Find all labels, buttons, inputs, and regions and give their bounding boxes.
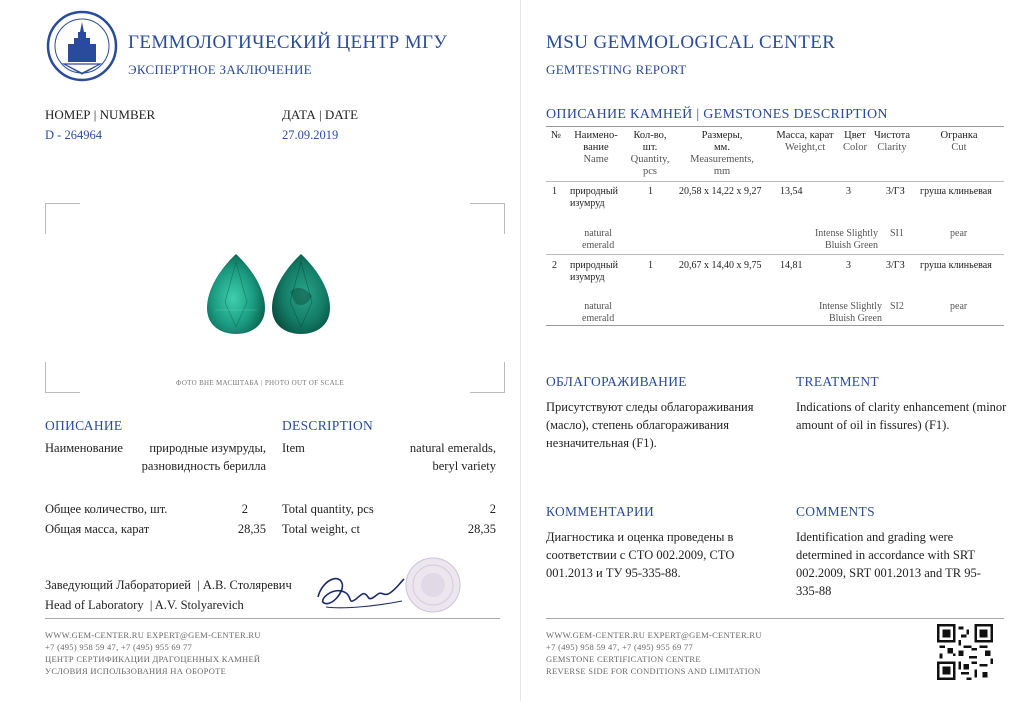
center-name-ru: ГЕММОЛОГИЧЕСКИЙ ЦЕНТР МГУ: [128, 32, 448, 53]
row-clarity-en: SI1: [890, 228, 904, 239]
row-no: 1: [552, 186, 557, 197]
weight-en-value: 28,35: [467, 522, 496, 536]
col-header-name: Наимено- вание Name: [574, 130, 618, 165]
row-cut-ru: груша клиньевая: [920, 260, 992, 271]
row-color: 3: [846, 186, 851, 197]
row-measurements: 20,67 x 14,40 x 9,75: [679, 260, 762, 271]
row-measurements: 20,58 x 14,22 x 9,27: [679, 186, 762, 197]
treatment-en-text: Indications of clarity enhancement (minor amount of oil in fissures) (F1).: [796, 400, 1007, 432]
photo-caption: ФОТО ВНЕ МАСШТАБА | PHOTO OUT OF SCALE: [175, 379, 345, 387]
col-header-qty: Кол-во, шт. Quantity, pcs: [630, 130, 670, 177]
gemstones-heading: ОПИСАНИЕ КАМНЕЙ | GEMSTONES DESCRIPTION: [546, 107, 888, 122]
row-name-ru: природный изумруд: [570, 260, 618, 283]
row-weight: 14,81: [780, 260, 803, 271]
footer-rule-left: [45, 618, 500, 619]
footer-left-terms: УСЛОВИЯ ИСПОЛЬЗОВАНИЯ НА ОБОРОТЕ: [45, 666, 227, 676]
row-qty: 1: [648, 186, 653, 197]
footer-right-center: GEMSTONE CERTIFICATION CENTRE: [546, 654, 701, 664]
col-header-color: Цвет Color: [843, 130, 867, 153]
number-value: D - 264964: [45, 128, 102, 142]
report-title-en: GEMTESTING REPORT: [546, 62, 687, 77]
date-label: ДАТА | DATE: [282, 107, 359, 122]
emerald-photo-2: [270, 252, 332, 341]
treatment-en-heading: TREATMENT: [796, 374, 879, 389]
row-qty: 1: [648, 260, 653, 271]
number-label: НОМЕР | NUMBER: [45, 107, 156, 122]
footer-left-phone: +7 (495) 958 59 47, +7 (495) 955 69 77: [45, 642, 193, 652]
row-cut-en: pear: [950, 301, 968, 312]
comments-en-text: Identification and grading were determined in accordance with SRT 002.2009, SRT 001.2013 and TR 95-335-88: [796, 530, 981, 598]
row-color-en: Intense Slightly Bluish Green: [818, 301, 882, 324]
msu-logo-icon: [46, 10, 118, 82]
gems-header-rule: [546, 181, 1004, 182]
comments-en-heading: COMMENTS: [796, 504, 875, 519]
treatment-ru-text: Присутствуют следы облагораживания (масло), степень облагораживания незначительная (F1).: [546, 400, 754, 450]
description-ru-heading: ОПИСАНИЕ: [45, 418, 123, 433]
row-color-en: Intense Slightly Bluish Green: [814, 228, 878, 251]
footer-right-web[interactable]: WWW.GEM-CENTER.RU EXPERT@GEM-CENTER.RU: [546, 630, 762, 640]
item-en-value-1: natural emeralds,: [409, 441, 496, 455]
row-color: 3: [846, 260, 851, 271]
round-seal-icon: [404, 556, 462, 619]
photo-frame-corner: [45, 362, 80, 393]
item-ru-value-2: разновидность берилла: [141, 459, 266, 473]
col-header-clarity: Чистота Clarity: [873, 130, 911, 153]
row-weight: 13,54: [780, 186, 803, 197]
row-name-en: natural emerald: [582, 301, 615, 324]
row-clarity: 3/ГЗ: [886, 186, 905, 197]
row-no: 2: [552, 260, 557, 271]
footer-left-center: ЦЕНТР СЕРТИФИКАЦИИ ДРАГОЦЕННЫХ КАМНЕЙ: [45, 654, 261, 664]
weight-en-label: Total weight, ct: [282, 522, 360, 536]
head-of-lab-en: Head of Laboratory | A.V. Stolyarevich: [45, 598, 244, 612]
qr-code-icon[interactable]: [937, 624, 993, 685]
footer-right-phone: +7 (495) 958 59 47, +7 (495) 955 69 77: [546, 642, 694, 652]
signature-icon: [312, 563, 412, 622]
comments-ru-text: Диагностика и оценка проведены в соответствии с СТО 002.2009, СТО 001.2013 и ТУ 95-335-88.: [546, 530, 735, 580]
page-divider: [520, 0, 521, 701]
col-header-cut: Огранка Cut: [940, 130, 978, 153]
row-cut-ru: груша клиньевая: [920, 186, 992, 197]
description-en-heading: DESCRIPTION: [282, 418, 374, 433]
row-clarity-en: SI2: [890, 301, 904, 312]
photo-frame-corner: [470, 362, 505, 393]
qty-en-label: Total quantity, pcs: [282, 502, 374, 516]
gems-table-bottom-rule: [546, 325, 1004, 326]
weight-ru-value: 28,35: [237, 522, 266, 536]
row-clarity: 3/ГЗ: [886, 260, 905, 271]
emerald-photo-1: [205, 252, 267, 341]
report-title-ru: ЭКСПЕРТНОЕ ЗАКЛЮЧЕНИЕ: [128, 62, 312, 77]
row-name-ru: природный изумруд: [570, 186, 618, 209]
footer-right-terms: REVERSE SIDE FOR CONDITIONS AND LIMITATION: [546, 666, 761, 676]
row-cut-en: pear: [950, 228, 968, 239]
photo-frame-corner: [470, 203, 505, 234]
item-ru-value-1: природные изумруды,: [149, 441, 266, 455]
qty-ru-label: Общее количество, шт.: [45, 502, 168, 516]
row-name-en: natural emerald: [582, 228, 615, 251]
qty-en-value: 2: [489, 502, 496, 516]
footer-left-web[interactable]: WWW.GEM-CENTER.RU EXPERT@GEM-CENTER.RU: [45, 630, 261, 640]
gems-table-top-rule: [546, 126, 1004, 127]
col-header-no: №: [550, 130, 562, 141]
col-header-meas: Размеры, мм. Measurements, mm: [690, 130, 754, 177]
weight-ru-label: Общая масса, карат: [45, 522, 150, 536]
item-en-value-2: beryl variety: [432, 459, 496, 473]
treatment-ru-heading: ОБЛАГОРАЖИВАНИЕ: [546, 374, 687, 389]
date-value: 27.09.2019: [282, 128, 339, 142]
gems-row-rule: [546, 254, 1004, 255]
head-of-lab-ru: Заведующий Лабораторией | А.В. Столяревич: [45, 578, 292, 592]
comments-ru-heading: КОММЕНТАРИИ: [546, 504, 655, 519]
center-name-en: MSU GEMMOLOGICAL CENTER: [546, 32, 836, 53]
item-en-label: Item: [282, 441, 305, 455]
photo-frame-corner: [45, 203, 80, 234]
qty-ru-value: 2: [241, 502, 248, 516]
col-header-weight: Масса, карат Weight,ct: [776, 130, 834, 153]
footer-rule-right: [546, 618, 1004, 619]
gemstones-table: [546, 130, 1004, 178]
item-ru-label: Наименование: [45, 441, 123, 455]
